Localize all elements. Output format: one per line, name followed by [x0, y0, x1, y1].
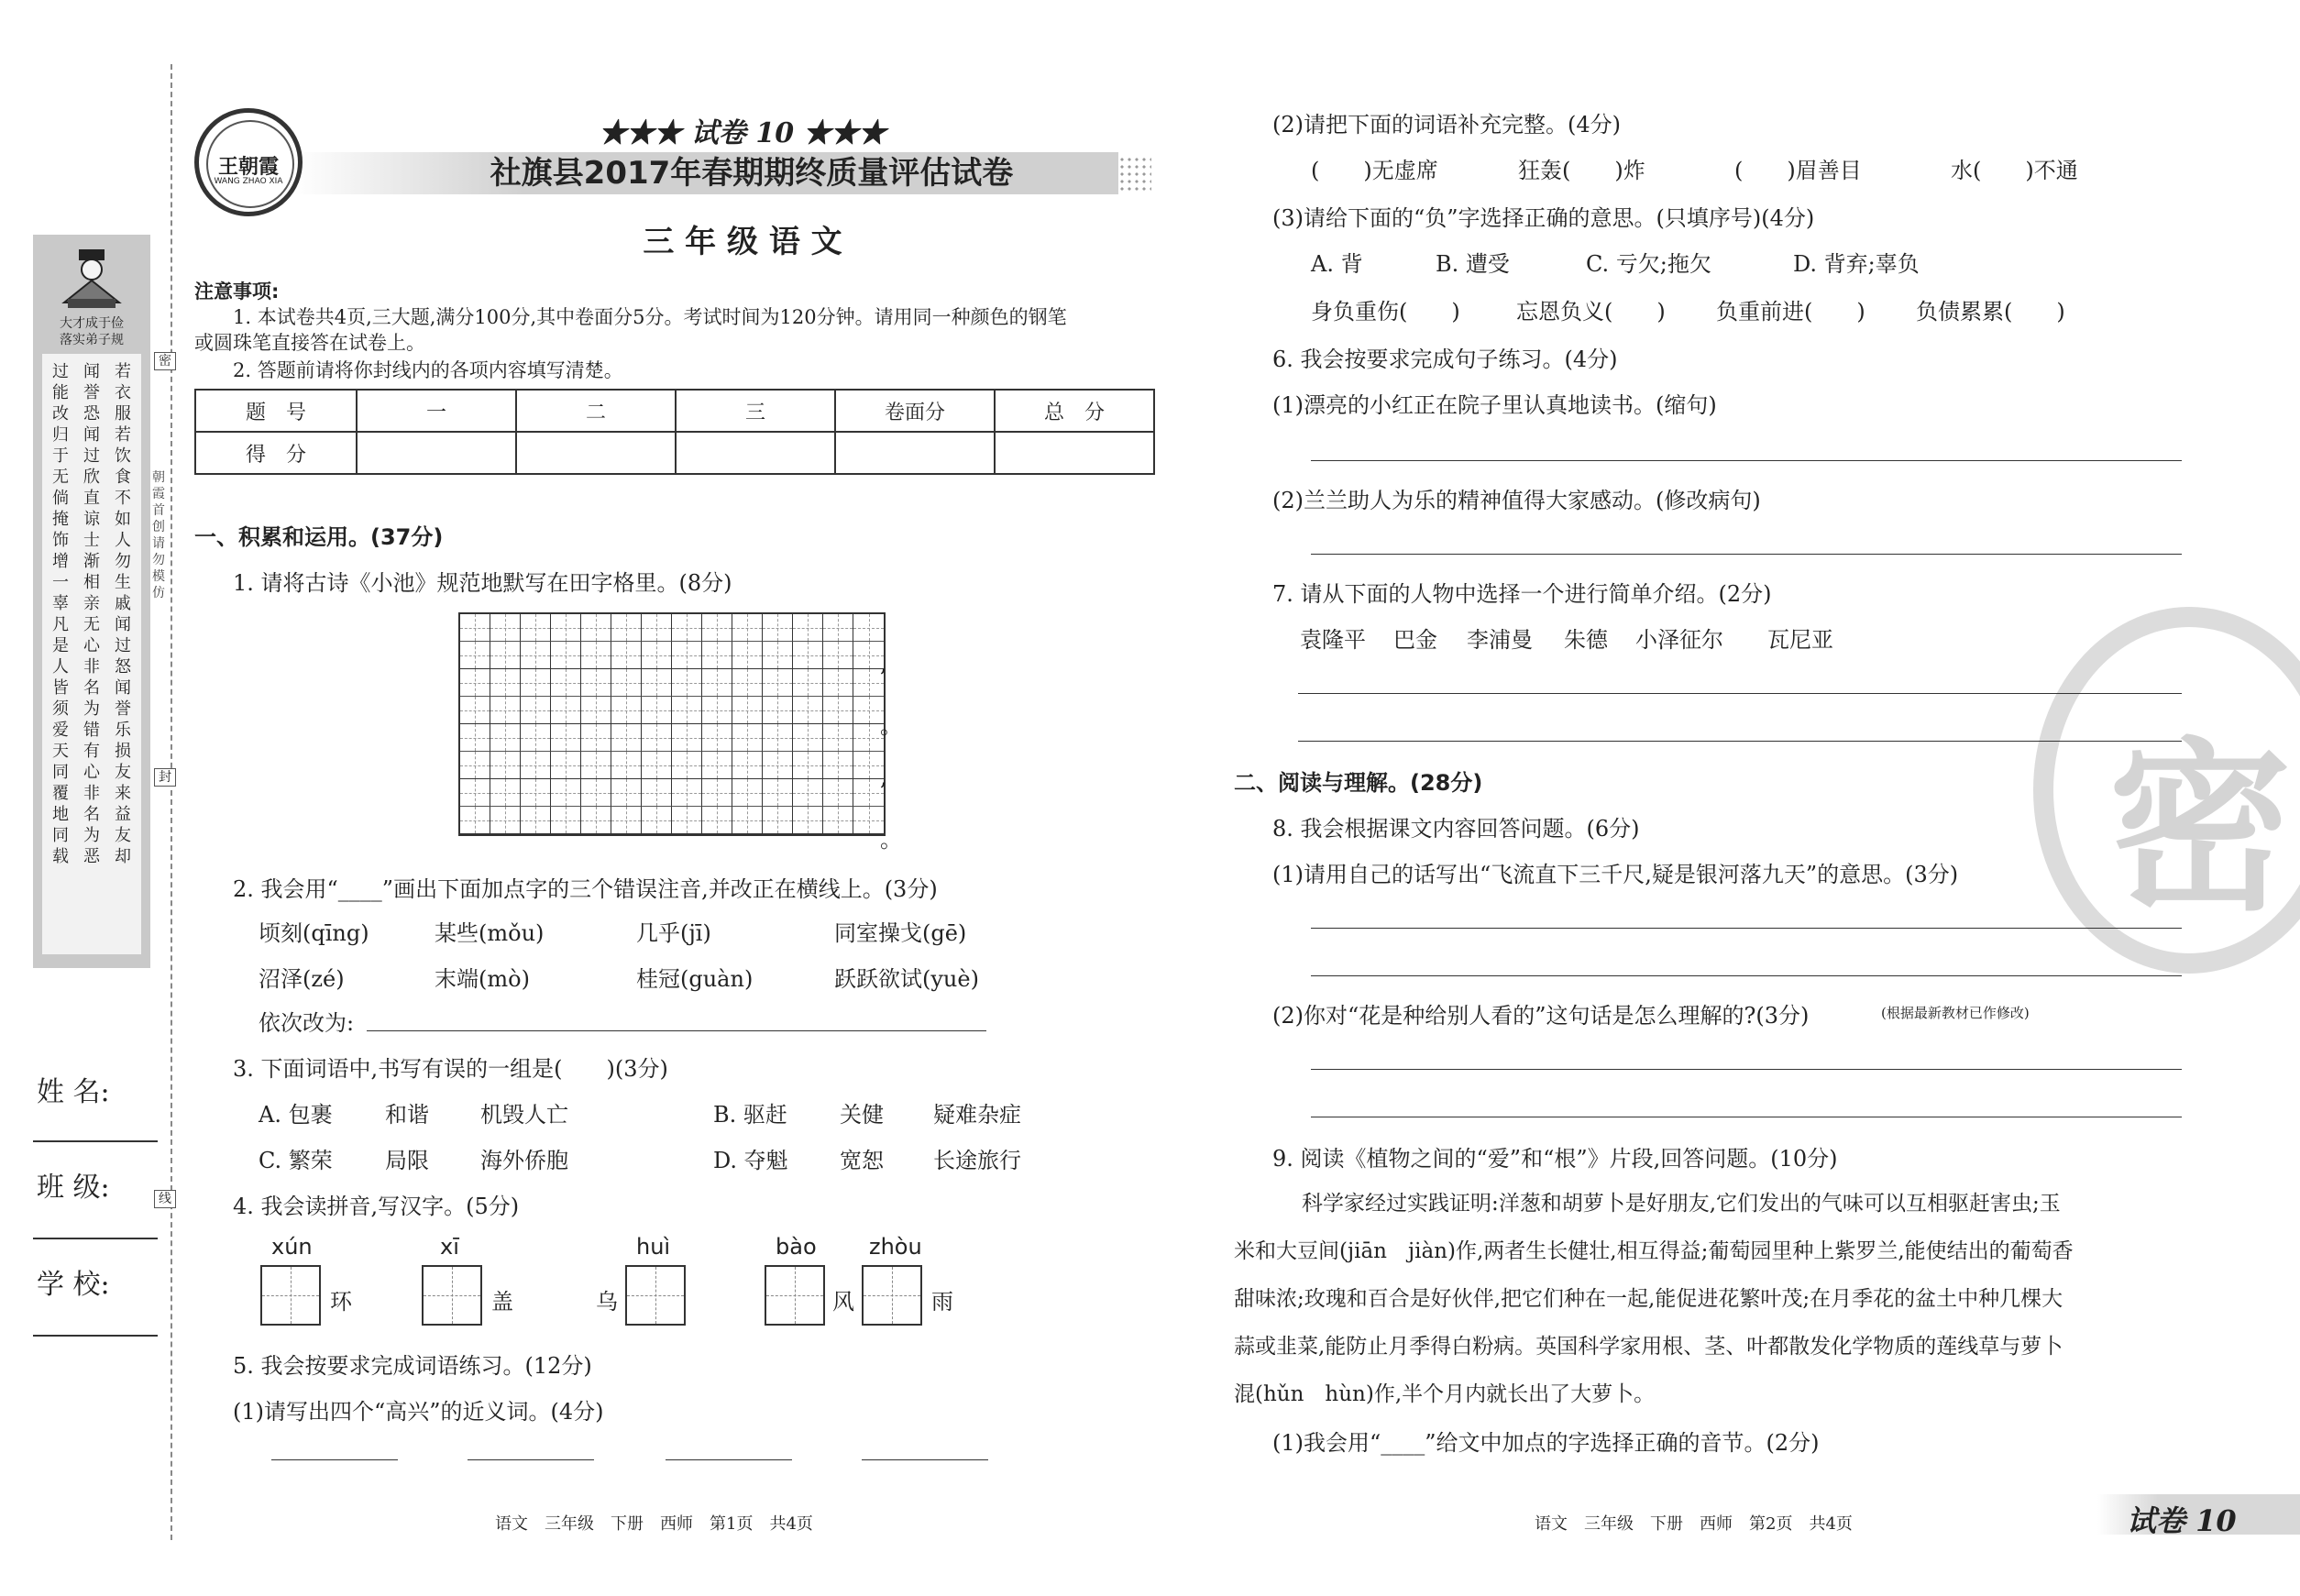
seal-tag: 密	[154, 352, 176, 370]
section-heading: 二、阅读与理解。(28分)	[1234, 770, 1483, 796]
fill-item: 忘恩负义( )	[1516, 299, 1666, 325]
grid-cell[interactable]	[642, 669, 672, 697]
grid-row	[460, 614, 884, 642]
table-header: 三	[676, 390, 835, 432]
grid-cell[interactable]	[732, 669, 763, 697]
grid-cell[interactable]	[702, 752, 732, 779]
sub-question: (1)请用自己的话写出“飞流直下三千尺,疑是银河落九天”的意思。(3分)	[1272, 862, 1959, 887]
given-char: 环	[330, 1289, 352, 1315]
grid-cell[interactable]	[521, 614, 551, 642]
fill-item: ( )眉善目	[1734, 158, 1862, 183]
sidebar-panel	[33, 235, 150, 968]
question: 7. 请从下面的人物中选择一个进行简单介绍。(2分)	[1272, 581, 1772, 607]
passage-line: 甜味浓;玫瑰和百合是好伙伴,把它们种在一起,能促进花繁叶茂;在月季花的盆土中种几棵大	[1234, 1287, 2063, 1311]
tianzige-cell[interactable]	[765, 1265, 825, 1326]
secret-watermark: 密	[2033, 607, 2300, 974]
grid-cell[interactable]	[521, 642, 551, 669]
grid-cell[interactable]	[460, 779, 490, 807]
question: 3. 下面词语中,书写有误的一组是( )(3分)	[233, 1056, 668, 1082]
grid-cell[interactable]	[702, 642, 732, 669]
option: 疑难杂症	[933, 1102, 1021, 1128]
given-char: 风	[832, 1289, 854, 1315]
word-item: 顷刻(qīng)	[259, 920, 369, 946]
grid-cell[interactable]	[642, 724, 672, 752]
seal-tag: 封	[154, 768, 176, 787]
passage-line: 蒜或韭菜,能防止月季得白粉病。英国科学家用根、茎、叶都散发化学物质的莲线草与萝卜	[1234, 1335, 2063, 1359]
grid-cell[interactable]	[490, 614, 521, 642]
grid-cell[interactable]	[611, 752, 642, 779]
grid-cell[interactable]	[823, 669, 853, 697]
grid-cell[interactable]	[490, 807, 521, 834]
given-char: 雨	[931, 1289, 953, 1315]
grid-cell[interactable]	[823, 614, 853, 642]
table-header: 题 号	[195, 390, 357, 432]
grid-cell[interactable]	[763, 697, 793, 724]
grid-cell[interactable]	[672, 779, 702, 807]
grid-cell[interactable]	[702, 807, 732, 834]
grid-cell[interactable]	[672, 614, 702, 642]
grid-cell[interactable]	[521, 807, 551, 834]
sub-question: (2)你对“花是种给别人看的”这句话是怎么理解的?(3分)	[1272, 1003, 1810, 1029]
pinyin: bào	[776, 1234, 817, 1260]
answer-line[interactable]	[1298, 693, 2182, 694]
grid-cell[interactable]	[823, 724, 853, 752]
grid-cell[interactable]	[702, 614, 732, 642]
tianzige-cell[interactable]	[260, 1265, 321, 1326]
given-char: 乌	[596, 1289, 618, 1315]
option: 长途旅行	[933, 1148, 1021, 1173]
word-item: 某些(mǒu)	[435, 920, 545, 946]
grid-row	[460, 642, 884, 669]
table-row	[195, 432, 1154, 474]
answer-line[interactable]	[666, 1459, 792, 1460]
grid-cell[interactable]	[551, 642, 581, 669]
class-field[interactable]	[33, 1238, 158, 1239]
footer-badge: 试卷 10	[2127, 1503, 2237, 1538]
grid-cell[interactable]	[490, 752, 521, 779]
subject-title: 三 年 级 语 文	[643, 224, 842, 260]
word-item: 跃跃欲试(yuè)	[834, 966, 979, 992]
person-name: 巴金	[1393, 627, 1437, 653]
grid-cell[interactable]	[460, 642, 490, 669]
paper-badge: ★★★ 试卷 10 ★★★	[599, 117, 886, 149]
grid-cell[interactable]	[732, 697, 763, 724]
option: C. 繁荣	[259, 1148, 333, 1173]
grid-cell[interactable]	[732, 614, 763, 642]
grid-cell[interactable]	[551, 752, 581, 779]
question: 2. 我会用“____”画出下面加点字的三个错误注音,并改正在横线上。(3分)	[233, 876, 938, 902]
score-cell[interactable]	[357, 432, 516, 474]
question: 6. 我会按要求完成句子练习。(4分)	[1272, 347, 1618, 372]
word-item: 桂冠(guàn)	[636, 966, 754, 992]
grid-cell[interactable]	[793, 669, 823, 697]
section-heading: 一、积累和运用。(37分)	[194, 524, 444, 550]
grid-cell[interactable]	[521, 724, 551, 752]
option: D. 夺魁	[713, 1148, 788, 1173]
grid-cell[interactable]	[672, 669, 702, 697]
option: 局限	[385, 1148, 429, 1173]
person-name: 瓦尼亚	[1767, 627, 1833, 653]
sub-question: (1)请写出四个“高兴”的近义词。(4分)	[233, 1399, 604, 1425]
score-table	[194, 389, 1155, 475]
grid-cell[interactable]	[793, 752, 823, 779]
grid-cell[interactable]	[732, 779, 763, 807]
grid-cell[interactable]	[551, 807, 581, 834]
grid-cell[interactable]	[460, 697, 490, 724]
grid-cell[interactable]	[763, 669, 793, 697]
grid-cell[interactable]	[793, 614, 823, 642]
tianzige-grid[interactable]	[458, 612, 886, 836]
grid-cell[interactable]	[672, 752, 702, 779]
grid-cell[interactable]	[672, 697, 702, 724]
grid-cell[interactable]	[490, 669, 521, 697]
fill-item: 狂轰( )炸	[1518, 158, 1645, 183]
option: 关健	[840, 1102, 884, 1128]
grid-row	[460, 697, 884, 724]
table-header: 一	[357, 390, 516, 432]
grid-cell[interactable]	[581, 642, 611, 669]
grid-cell[interactable]	[702, 669, 732, 697]
sub-question: (1)漂亮的小红正在院子里认真地读书。(缩句)	[1272, 392, 1717, 418]
grid-cell[interactable]	[642, 807, 672, 834]
grid-row	[460, 779, 884, 807]
name-label: 姓 名:	[37, 1076, 110, 1108]
tianzige-cell[interactable]	[625, 1265, 686, 1326]
score-cell[interactable]	[516, 432, 676, 474]
sub-question: (2)请把下面的词语补充完整。(4分)	[1272, 112, 1621, 138]
grid-cell[interactable]	[672, 807, 702, 834]
answer-line[interactable]	[1311, 460, 2182, 461]
pinyin: zhòu	[869, 1234, 922, 1260]
word-item: 末端(mò)	[435, 966, 530, 992]
grid-cell[interactable]	[611, 614, 642, 642]
given-char: 盖	[491, 1289, 513, 1315]
grid-cell[interactable]	[823, 752, 853, 779]
grid-cell[interactable]	[581, 724, 611, 752]
grid-cell[interactable]	[793, 724, 823, 752]
row-label: 得 分	[195, 432, 357, 474]
grid-cell[interactable]	[551, 724, 581, 752]
word-item: 同室操戈(gē)	[834, 920, 967, 946]
grid-cell[interactable]	[642, 642, 672, 669]
question: 8. 我会根据课文内容回答问题。(6分)	[1272, 816, 1640, 842]
answer-line[interactable]	[1311, 928, 2182, 929]
score-cell[interactable]	[995, 432, 1154, 474]
grid-cell[interactable]	[551, 779, 581, 807]
grid-cell[interactable]	[460, 614, 490, 642]
grid-cell[interactable]	[642, 779, 672, 807]
grid-row	[460, 669, 884, 697]
grid-cell[interactable]	[521, 752, 551, 779]
person-name: 袁隆平	[1300, 627, 1366, 653]
answer-line[interactable]	[271, 1459, 398, 1460]
vertical-note: 朝霞首创 请勿模仿	[152, 470, 165, 600]
answer-line[interactable]	[1311, 1069, 2182, 1070]
tianzige-cell[interactable]	[422, 1265, 482, 1326]
person-name: 小泽征尔	[1635, 627, 1723, 653]
answer-line[interactable]	[1311, 554, 2182, 555]
grid-cell[interactable]	[521, 779, 551, 807]
answer-line[interactable]	[1298, 741, 2182, 742]
grid-cell[interactable]	[611, 697, 642, 724]
grid-cell[interactable]	[732, 752, 763, 779]
passage-line: 混(hǔn hùn)作,半个月内就长出了大萝卜。	[1234, 1382, 1656, 1406]
proverb-col: 过能改归于无倘掩饰增一辜凡是人皆须爱天同覆地同载	[52, 362, 69, 866]
grid-cell[interactable]	[490, 697, 521, 724]
question: 5. 我会按要求完成词语练习。(12分)	[233, 1353, 592, 1379]
note-item: 1. 本试卷共4页,三大题,满分100分,其中卷面分5分。考试时间为120分钟。请用同一种颜色的钢笔	[233, 306, 1067, 328]
note-item: 或圆珠笔直接答在试卷上。	[194, 332, 425, 354]
fill-item: 水( )不通	[1951, 158, 2078, 183]
proverb-col: 闻誉恐闻过欣直谅士渐相亲无心非名为错有心非名为恶	[83, 362, 100, 866]
seal-line	[171, 64, 172, 1540]
grid-cell[interactable]	[581, 614, 611, 642]
sub-question: (1)我会用“____”给文中加点的字选择正确的音节。(2分)	[1272, 1430, 1820, 1456]
grid-cell[interactable]	[763, 642, 793, 669]
table-row	[195, 390, 1154, 432]
grid-cell[interactable]	[490, 724, 521, 752]
fill-item: 身负重伤( )	[1311, 299, 1460, 325]
page-footer: 语文 三年级 下册 西师 第2页 共4页	[1535, 1514, 1853, 1534]
option: A. 包裹	[259, 1102, 333, 1128]
question: 1. 请将古诗《小池》规范地默写在田字格里。(8分)	[233, 570, 732, 596]
notes-heading: 注意事项:	[194, 281, 280, 303]
grid-row	[460, 807, 884, 834]
grid-cell[interactable]	[611, 669, 642, 697]
grid-cell[interactable]	[672, 724, 702, 752]
grid-cell[interactable]	[763, 752, 793, 779]
grid-cell[interactable]	[611, 807, 642, 834]
grid-cell[interactable]	[702, 779, 732, 807]
proverb-col: 若衣服若饮食不如人勿生戚闻过怒闻誉乐损友来益友却	[115, 362, 131, 866]
sub-question: (2)兰兰助人为乐的精神值得大家感动。(修改病句)	[1272, 488, 1761, 513]
pinyin: huì	[636, 1234, 671, 1260]
grid-cell[interactable]	[793, 642, 823, 669]
grid-cell[interactable]	[823, 779, 853, 807]
grid-cell[interactable]	[551, 669, 581, 697]
passage-line: 科学家经过实践证明:洋葱和胡萝卜是好朋友,它们发出的气味可以互相驱赶害虫;玉	[1302, 1192, 2061, 1216]
answer-line[interactable]	[468, 1459, 594, 1460]
grid-cell[interactable]	[490, 642, 521, 669]
grid-cell[interactable]	[793, 779, 823, 807]
grid-cell[interactable]	[763, 614, 793, 642]
pinyin: xī	[440, 1234, 459, 1260]
grid-cell[interactable]	[732, 807, 763, 834]
question: 9. 阅读《植物之间的“爱”和“根”》片段,回答问题。(10分)	[1272, 1146, 1838, 1172]
grid-cell[interactable]	[521, 669, 551, 697]
answer-label: 依次改为:	[259, 1010, 355, 1036]
grid-cell[interactable]	[611, 642, 642, 669]
revision-note: (根据最新教材已作修改)	[1881, 1005, 2030, 1021]
exam-title: 社旗县2017年春期期终质量评估试卷	[490, 155, 1014, 192]
table-header: 二	[516, 390, 676, 432]
tianzige-cell[interactable]	[862, 1265, 922, 1326]
grid-cell[interactable]	[823, 642, 853, 669]
scholar-figure-icon	[59, 248, 125, 312]
grid-cell[interactable]	[551, 614, 581, 642]
option: 机毁人亡	[480, 1102, 568, 1128]
grid-cell[interactable]	[702, 724, 732, 752]
grid-cell[interactable]	[642, 752, 672, 779]
logo: 王朝霞 WANG ZHAO XIA	[194, 108, 303, 216]
grid-cell[interactable]	[702, 697, 732, 724]
option: D. 背弃;辜负	[1793, 251, 1920, 277]
fill-item: 负重前进( )	[1716, 299, 1865, 325]
table-header: 总 分	[995, 390, 1154, 432]
word-item: 沼泽(zé)	[259, 966, 345, 992]
school-field[interactable]	[33, 1335, 158, 1337]
option: 和谐	[385, 1102, 429, 1128]
option: A. 背	[1311, 251, 1363, 277]
option: C. 亏欠;拖欠	[1586, 251, 1711, 277]
grid-cell[interactable]	[551, 697, 581, 724]
passage-line: 米和大豆间(jiān jiàn)作,两者生长健壮,相互得益;葡萄园里种上紫罗兰,能使结出的葡萄香	[1234, 1239, 2074, 1263]
grid-cell[interactable]	[460, 752, 490, 779]
grid-cell[interactable]	[611, 779, 642, 807]
proverb-box	[42, 354, 141, 954]
grid-row	[460, 752, 884, 779]
sub-question: (3)请给下面的“负”字选择正确的意思。(只填序号)(4分)	[1272, 205, 1815, 231]
grid-cell[interactable]	[732, 724, 763, 752]
punct: ,	[880, 651, 887, 677]
fill-item: ( )无虚席	[1311, 158, 1438, 183]
option: B. 驱赶	[713, 1102, 787, 1128]
grid-cell[interactable]	[521, 697, 551, 724]
score-cell[interactable]	[835, 432, 995, 474]
grid-row	[460, 724, 884, 752]
grid-cell[interactable]	[642, 697, 672, 724]
grid-cell[interactable]	[581, 752, 611, 779]
option: B. 遭受	[1436, 251, 1510, 277]
punct: 。	[880, 827, 902, 853]
grid-cell[interactable]	[793, 807, 823, 834]
grid-cell[interactable]	[611, 724, 642, 752]
option: 海外侨胞	[480, 1148, 568, 1173]
word-item: 几乎(jī)	[636, 920, 711, 946]
answer-line[interactable]	[1311, 975, 2182, 976]
grid-cell[interactable]	[642, 614, 672, 642]
grid-cell[interactable]	[732, 642, 763, 669]
grid-cell[interactable]	[460, 724, 490, 752]
grid-cell[interactable]	[763, 779, 793, 807]
punct: 。	[880, 713, 902, 739]
score-cell[interactable]	[676, 432, 835, 474]
person-name: 朱德	[1564, 627, 1608, 653]
grid-cell[interactable]	[581, 669, 611, 697]
grid-cell[interactable]	[763, 724, 793, 752]
class-label: 班 级:	[37, 1172, 110, 1204]
grid-cell[interactable]	[581, 807, 611, 834]
option: 宽恕	[840, 1148, 884, 1173]
question: 4. 我会读拼音,写汉字。(5分)	[233, 1194, 520, 1219]
grid-cell[interactable]	[823, 807, 853, 834]
grid-cell[interactable]	[581, 779, 611, 807]
school-label: 学 校:	[37, 1269, 110, 1301]
grid-cell[interactable]	[672, 642, 702, 669]
name-field[interactable]	[33, 1140, 158, 1142]
grid-cell[interactable]	[490, 779, 521, 807]
grid-cell[interactable]	[460, 669, 490, 697]
table-header: 卷面分	[835, 390, 995, 432]
person-name: 李浦曼	[1467, 627, 1533, 653]
note-item: 2. 答题前请将你封线内的各项内容填写清楚。	[233, 359, 623, 381]
page-footer: 语文 三年级 下册 西师 第1页 共4页	[495, 1514, 813, 1534]
band-dots	[1118, 156, 1151, 193]
grid-cell[interactable]	[581, 697, 611, 724]
answer-line[interactable]	[367, 1030, 986, 1031]
grid-cell[interactable]	[823, 697, 853, 724]
grid-cell[interactable]	[793, 697, 823, 724]
grid-cell[interactable]	[853, 614, 884, 642]
slogan: 大才成于俭 落实弟子规	[60, 316, 124, 347]
seal-tag: 线	[154, 1190, 176, 1208]
answer-line[interactable]	[862, 1459, 988, 1460]
grid-cell[interactable]	[460, 807, 490, 834]
pinyin: xún	[271, 1234, 313, 1260]
punct: ,	[880, 765, 887, 790]
fill-item: 负债累累( )	[1916, 299, 2065, 325]
grid-cell[interactable]	[763, 807, 793, 834]
